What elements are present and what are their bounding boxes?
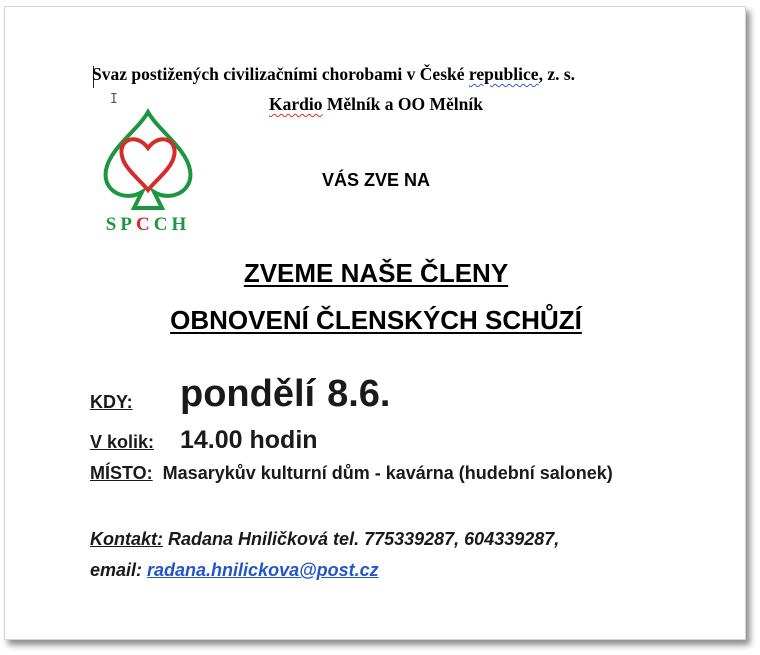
when-day: pondělí <box>180 373 316 415</box>
organization-name-line1 <box>92 64 575 85</box>
time-label: V kolik: <box>90 432 155 452</box>
org2-text: Mělník a OO Mělník <box>322 94 483 114</box>
invite-heading: VÁS ZVE NA <box>321 170 431 190</box>
when-date: 8.6. <box>327 373 391 415</box>
contact-label: Kontakt: <box>90 529 163 549</box>
ibeam-cursor-icon: I <box>110 92 118 107</box>
when-label: KDY: <box>90 392 133 412</box>
email-line <box>90 555 559 586</box>
logo-text: SPCCH <box>105 214 191 235</box>
contact-text: Radana Hniličková tel. 775339287, 604339287, <box>163 529 560 549</box>
email-link[interactable]: radana.hnilickova@post.cz <box>147 560 379 580</box>
headline-line1: ZVEME NAŠE ČLENY <box>243 258 509 288</box>
org-text-suffix: , z. s. <box>538 64 576 84</box>
contact-line <box>90 524 559 555</box>
spcch-emblem-icon <box>96 104 200 214</box>
when-value <box>180 373 391 416</box>
org-text: Svaz postižených civilizačními chorobami v České <box>92 64 469 84</box>
contact-block <box>90 524 559 586</box>
org2-text-flagged: Kardio <box>269 94 323 114</box>
org-text-flagged: republice <box>468 64 539 84</box>
place-value: Masarykův kulturní dům - kavárna (hudební salonek) <box>162 463 613 483</box>
email-label: email: <box>90 560 148 580</box>
place-label: MÍSTO: <box>90 463 153 483</box>
headline-line2: OBNOVENÍ ČLENSKÝCH SCHŮZÍ <box>170 305 582 335</box>
place-row <box>90 462 630 485</box>
time-value: 14.00 hodin <box>180 426 318 454</box>
